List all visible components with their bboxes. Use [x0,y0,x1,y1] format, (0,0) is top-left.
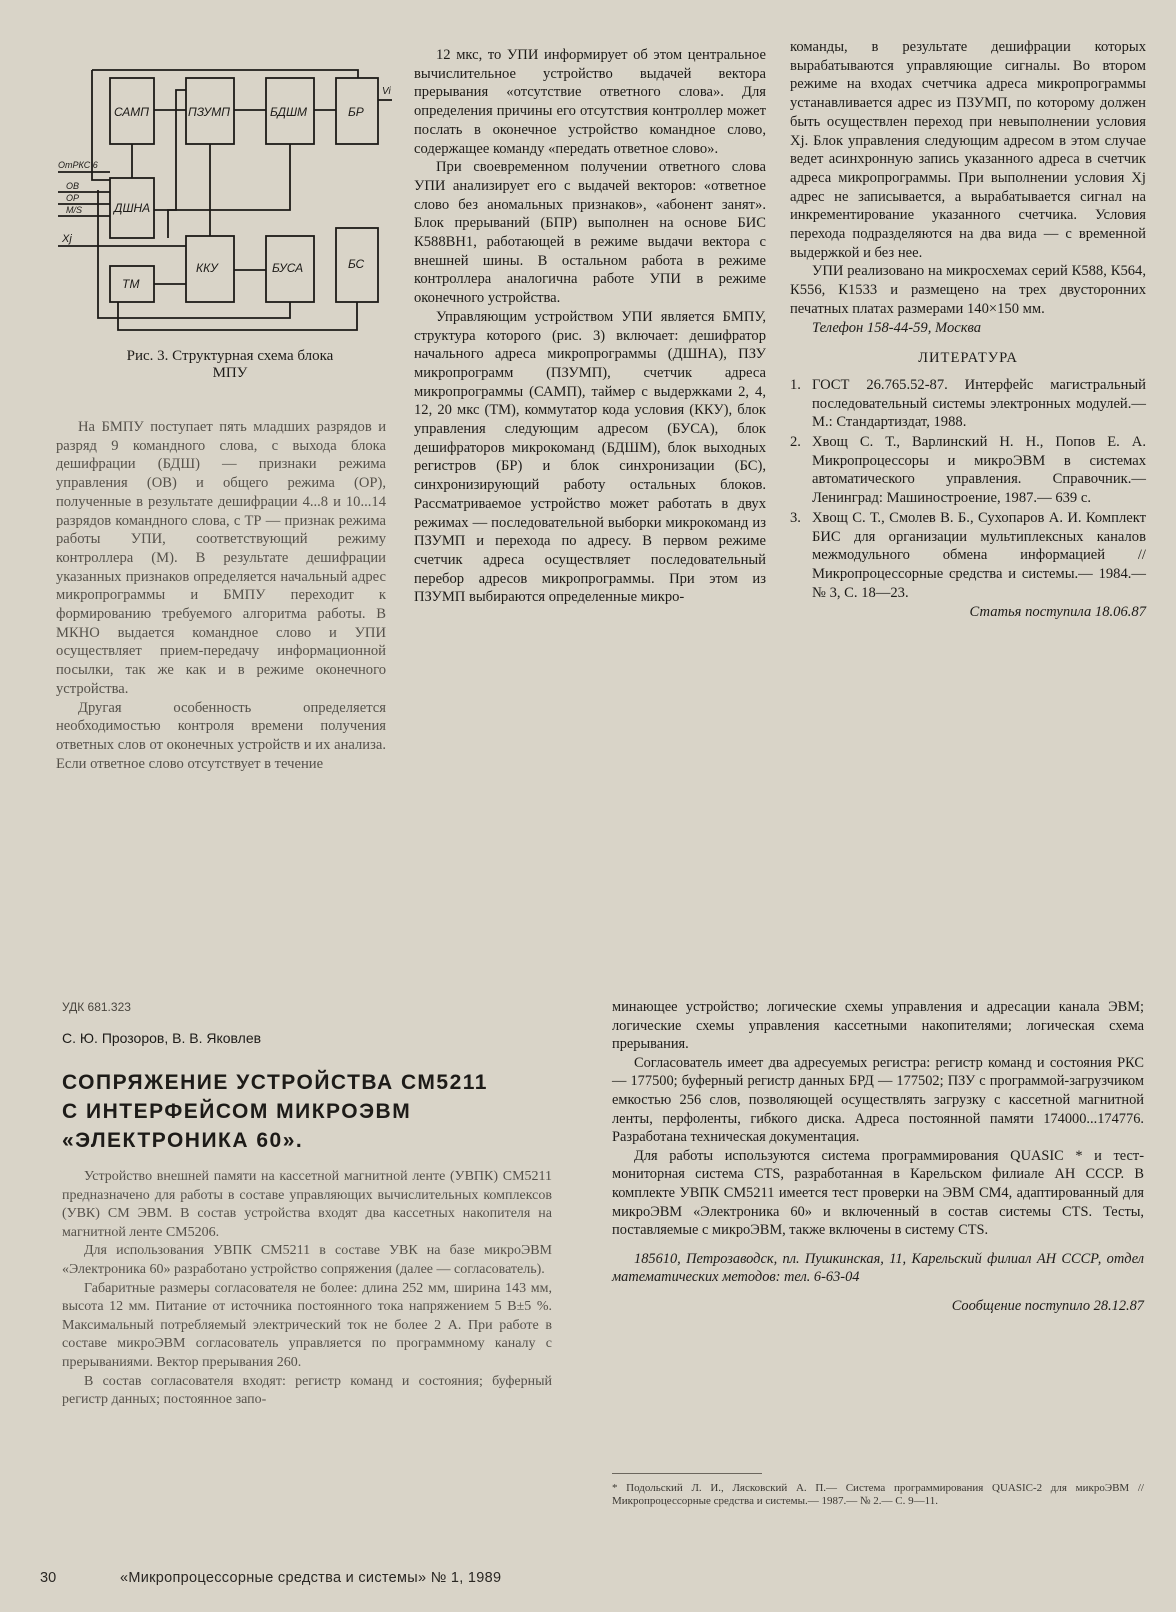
col1-paragraph-1: На БМПУ поступает пять младших разрядов и разряд 9 командного слова, с выхода блока дешифрации (БДШ) — признаки режима управления (ОВ) и общего режима (ОР), полученные в результате дешифрации 4...8 и 10...14 разрядов командного слова, с ТР — признак режима работы УПИ, соответствующий режиму контроллера (М). В результате дешифрации указанных признаков определяется начальный адрес микропрограммы и БМПУ переходит к формированию требуемого алгоритма работы. В МКНО выдается командное слово и УПИ осуществляет прием-передачу информационной посылки, так же как и в режиме оконечного устройства. [56,419,386,697]
article2-received-date: Сообщение поступило 28.12.87 [951,1297,1144,1314]
article2-left-column [62,1168,552,1410]
reference-text: Хвощ С. Т., Варлинский Н. Н., Попов Е. А. Микропроцессоры и микроЭВМ в системах автоматического управления. Справочник.— Ленинград: Машиностроение, 1987.— 639 с. [812,434,1146,507]
label-pzump: ПЗУМП [188,105,230,119]
reference-number: 1. [790,376,801,393]
label-bs: БС [348,257,365,271]
label-dshna: ДШНА [114,201,151,215]
col3-paragraph-1: команды, в результате дешифрации которых вырабатываются управляющие сигналы. Во втором режиме на входах счетчика адреса микропрограммы устанавливается адрес из ПЗУМП, по которому должен быть осуществлен переход при невыполнении условия Xj. Блок управления следующим адресом в этом случае ведет асинхронную запись указанного адреса в счетчик адреса микропрограммы. При выполнении условия Xj адрес не записывается, а вырабатывается сигнал на инкрементирование указанного счетчика. Условия перехода подразделяются на два вида — с временной выдержкой и без нее. [790,39,1146,261]
article2-right-column [612,998,1144,1316]
col2-paragraph-2: При своевременном получении ответного слова УПИ анализирует его с выдачей векторов: «ответное слово без аномальных признаков», «абонент занят». Блок прерываний (БПР) выполнен на основе БИС К588ВН1, работающей в режиме выдачи вектора с внешней шины. В остальном работа в режиме контроллера аналогична работе УПИ в режиме оконечного устройства. [414,159,766,307]
reference-number: 3. [790,509,801,526]
label-tm: ТМ [122,277,140,291]
column-2 [414,46,766,607]
article2-address: 185610, Петрозаводск, пл. Пушкинская, 11, Карельский филиал АН СССР, отдел математических методов: тел. 6-63-04 [612,1250,1144,1286]
headline-line-1: СОПРЯЖЕНИЕ УСТРОЙСТВА СМ5211 [62,1071,488,1094]
label-br: БР [348,105,364,119]
literature-heading: ЛИТЕРАТУРА [918,350,1018,367]
udk-code: УДК 681.323 [62,1000,131,1014]
article-authors: С. Ю. Прозоров, В. В. Яковлев [62,1030,262,1046]
headline-line-2: С ИНТЕРФЕЙСОМ МИКРОЭВМ [62,1100,412,1123]
label-bdshm: БДШМ [270,105,308,119]
article2-left-paragraph-4: В состав согласователя входят: регистр команд и состояния; буферный регистр данных; постоянное запо- [62,1373,552,1408]
headline-line-3: «ЭЛЕКТРОНИКА 60». [62,1129,304,1152]
block-diagram-svg [58,60,398,350]
article2-right-paragraph-2: Согласователь имеет два адресуемых регистра: регистр команд и состояния РКС — 177500; буферный регистр данных БРД — 177502; ПЗУ с программой-загрузчиком емкостью 256 слов, позволяющей осуществлять загрузку с кассетной магнитной ленты, перфоленты, гибкого диска. Адреса постоянной памяти 174000...174776. Разработана техническая документация. [612,1054,1144,1146]
col1-paragraph-2: Другая особенность определяется необходимостью контроля времени получения ответных слов от оконечных устройств и их анализа. Если ответное слово отсутствует в течение [56,699,386,772]
column-3 [790,38,1146,622]
reference-number: 2. [790,434,801,451]
journal-name: «Микропроцессорные средства и системы» № 1, 1989 [120,1570,502,1586]
label-kku: ККУ [196,261,218,275]
article2-left-paragraph-3: Габаритные размеры согласователя не более: длина 252 мм, ширина 143 мм, высота 12 мм. Питание от источника постоянного тока напряжением 5 В±5 %. Максимальный потребляемый электрический ток не более 2 А. При работе в составе микроЭВМ согласователь управляется по программному каналу с прерываниями. Вектор прерывания 260. [62,1280,552,1370]
col2-paragraph-1: 12 мкс, то УПИ информирует об этом центральное вычислительное устройство выдачей вектора прерывания «отсутствие ответного слова». Для определения причины его отсутствия контроллер может послать в оконечное устройство командное слово, содержащее команду «передать ответное слово». [414,47,766,157]
signal-ov: ОВ [66,181,80,191]
article2-left-paragraph-2: Для использования УВПК СМ5211 в составе УВК на базе микроЭВМ «Электроника 60» разработано устройство сопряжения (далее — согласователь). [62,1243,552,1277]
article2-right-paragraph-1: минающее устройство; логические схемы управления и адресации канала ЭВМ; логические схемы управления кассетными накопителями; логическая схема прерывания. [612,999,1144,1053]
article-headline [62,1068,582,1155]
article2-left-paragraph-1: Устройство внешней памяти на кассетной магнитной ленте (УВПК) СМ5211 предназначено для работы в составе управляющих вычислительных комплексов (УВК) СМ ЭВМ. В состав устройства входят два кассетных накопителя на магнитной ленте СМ5206. [62,1169,552,1240]
col3-phone: Телефон 158-44-59, Москва [812,319,982,336]
footnote-divider [612,1473,762,1474]
reference-text: Хвощ С. Т., Смолев В. Б., Сухопаров А. И. Комплект БИС для организации мультиплексных каналов межмодульного обмена информацией // Микропроцессорные средства и системы.— 1984.— № 3, С. 18—23. [812,509,1146,601]
footnote: * Подольский Л. И., Лясковский А. П.— Система программирования QUASIC-2 для микроЭВМ // Микропроцессорные средства и системы.— 1987.— № 2.— С. 9—11. [612,1482,1144,1507]
reference-item [790,376,1146,432]
page-number: 30 [40,1570,57,1586]
signal-ms: М/S [66,205,83,215]
col2-paragraph-3: Управляющим устройством УПИ является БМПУ, структура которого (рис. 3) включает: дешифратор начального адреса микропрограммы (ДШНА), ПЗУ микропрограмм (ПЗУМП), счетчик адреса микропрограммы (САМП), таймер с выдержками 2, 4, 12, 20 мкс (ТМ), коммутатор кода условия (ККУ), блок управления следующим адресом (БУСА), блок дешифраторов микрокоманд (БДШМ), блок выходных регистров (БР) и блок синхронизации (БС), синхронизирующий работу остальных блоков. Рассматриваемое устройство может работать в двух режимах — последовательной выборки микрокоманд из ПЗУМП и перехода по адресу. В первом режиме счетчик адреса осуществляет последовательный перебор адресов микропрограммы. При этом из ПЗУМП выбираются определенные микро- [414,308,766,606]
article2-right-paragraph-3: Для работы используются система программирования QUASIC * и тест-мониторная система CTS, разработанная в Карельском филиале АН СССР. В комплекте УВПК СМ5211 имеется тест проверки на ЭВМ СМ4, адаптированный для микроЭВМ «Электроника 60» и включенный в состав системы CTS. Тесты, поставляемые с микроЭВМ, также включены в систему CTS. [612,1147,1144,1239]
signal-vi: Vi [382,86,391,97]
reference-item [790,433,1146,508]
label-samp: САМП [114,105,149,119]
column-1 [56,418,386,773]
figure-caption-line2: МПУ [212,365,248,381]
signal-rks: ОтРКС 6 [58,160,98,170]
reference-item [790,509,1146,603]
signal-xj: Xj [62,233,72,245]
article-received-date: Статья поступила 18.06.87 [969,604,1146,621]
figure-caption-line1: Рис. 3. Структурная схема блока [126,348,334,364]
block-diagram-figure [58,60,398,350]
col3-paragraph-2: УПИ реализовано на микросхемах серий К588, К564, К556, К1533 и размещено на трех двусторонних печатных платах размерами 140×150 мм. [790,263,1146,317]
reference-text: ГОСТ 26.765.52-87. Интерфейс магистральный последовательный системы электронных модулей.— М.: Стандартиздат, 1988. [812,376,1146,431]
figure-caption [60,348,400,382]
label-busa: БУСА [272,261,304,275]
signal-or: ОР [66,193,80,203]
